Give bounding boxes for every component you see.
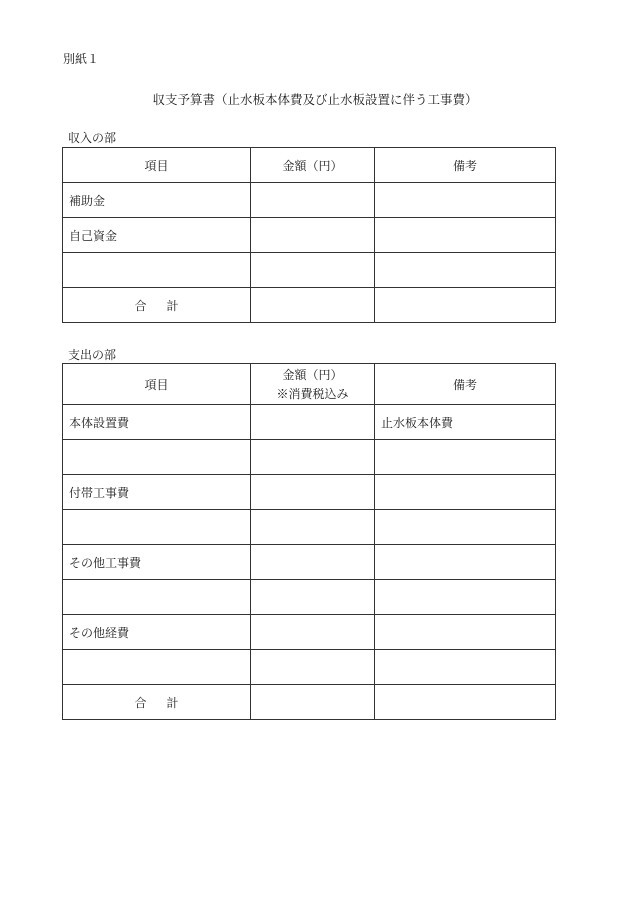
expense-remarks-cell[interactable] xyxy=(375,545,556,580)
income-header-amount: 金額（円） xyxy=(251,148,375,183)
income-header-remarks: 備考 xyxy=(375,148,556,183)
expense-header-remarks: 備考 xyxy=(375,364,556,405)
income-section-label: 収入の部 xyxy=(68,131,117,145)
expense-header-amount-label: 金額（円） xyxy=(282,368,343,382)
table-row xyxy=(63,440,556,475)
expense-total-label: 合 計 xyxy=(63,685,251,720)
income-item-cell: 自己資金 xyxy=(63,218,251,253)
expense-remarks-cell[interactable] xyxy=(375,440,556,475)
expense-remarks-cell[interactable] xyxy=(375,580,556,615)
expense-item-cell[interactable] xyxy=(63,650,251,685)
expense-amount-cell[interactable] xyxy=(251,615,375,650)
expense-amount-cell[interactable] xyxy=(251,650,375,685)
table-row xyxy=(63,183,556,218)
expense-item-cell: 付帯工事費 xyxy=(63,475,251,510)
expense-header-amount-note: ※消費税込み xyxy=(276,387,349,401)
expense-remarks-cell: 止水板本体費 xyxy=(375,405,556,440)
income-header-item: 項目 xyxy=(63,148,251,183)
expense-section-label: 支出の部 xyxy=(68,348,117,362)
table-row xyxy=(63,510,556,545)
income-amount-cell[interactable] xyxy=(251,183,375,218)
table-row xyxy=(63,650,556,685)
income-remarks-cell[interactable] xyxy=(375,253,556,288)
document-title: 収支予算書（止水板本体費及び止水板設置に伴う工事費） xyxy=(152,92,478,107)
expense-amount-cell[interactable] xyxy=(251,405,375,440)
expense-total-remarks[interactable] xyxy=(375,685,556,720)
expense-remarks-cell[interactable] xyxy=(375,650,556,685)
income-total-amount[interactable] xyxy=(251,288,375,323)
table-row xyxy=(63,475,556,510)
table-row xyxy=(63,218,556,253)
table-row xyxy=(63,580,556,615)
expense-header-amount xyxy=(251,364,375,405)
income-total-remarks[interactable] xyxy=(375,288,556,323)
expense-amount-cell[interactable] xyxy=(251,510,375,545)
income-amount-cell[interactable] xyxy=(251,253,375,288)
expense-amount-cell[interactable] xyxy=(251,580,375,615)
income-total-label: 合 計 xyxy=(63,288,251,323)
income-total-row xyxy=(63,288,556,323)
expense-item-cell[interactable] xyxy=(63,510,251,545)
expense-amount-cell[interactable] xyxy=(251,545,375,580)
expense-item-cell: 本体設置費 xyxy=(63,405,251,440)
expense-total-amount[interactable] xyxy=(251,685,375,720)
expense-header-row xyxy=(63,364,556,405)
income-amount-cell[interactable] xyxy=(251,218,375,253)
table-row xyxy=(63,615,556,650)
expense-item-cell: その他工事費 xyxy=(63,545,251,580)
expense-table xyxy=(62,363,556,720)
expense-item-cell[interactable] xyxy=(63,440,251,475)
table-row xyxy=(63,545,556,580)
expense-remarks-cell[interactable] xyxy=(375,615,556,650)
expense-header-item: 項目 xyxy=(63,364,251,405)
income-item-cell: 補助金 xyxy=(63,183,251,218)
income-remarks-cell[interactable] xyxy=(375,218,556,253)
income-item-cell[interactable] xyxy=(63,253,251,288)
income-table xyxy=(62,147,556,323)
page-label: 別紙１ xyxy=(63,52,100,66)
table-row xyxy=(63,253,556,288)
income-header-row xyxy=(63,148,556,183)
expense-amount-cell[interactable] xyxy=(251,475,375,510)
expense-item-cell[interactable] xyxy=(63,580,251,615)
expense-remarks-cell[interactable] xyxy=(375,475,556,510)
income-remarks-cell[interactable] xyxy=(375,183,556,218)
expense-amount-cell[interactable] xyxy=(251,440,375,475)
expense-total-row xyxy=(63,685,556,720)
expense-item-cell: その他経費 xyxy=(63,615,251,650)
table-row xyxy=(63,405,556,440)
expense-remarks-cell[interactable] xyxy=(375,510,556,545)
